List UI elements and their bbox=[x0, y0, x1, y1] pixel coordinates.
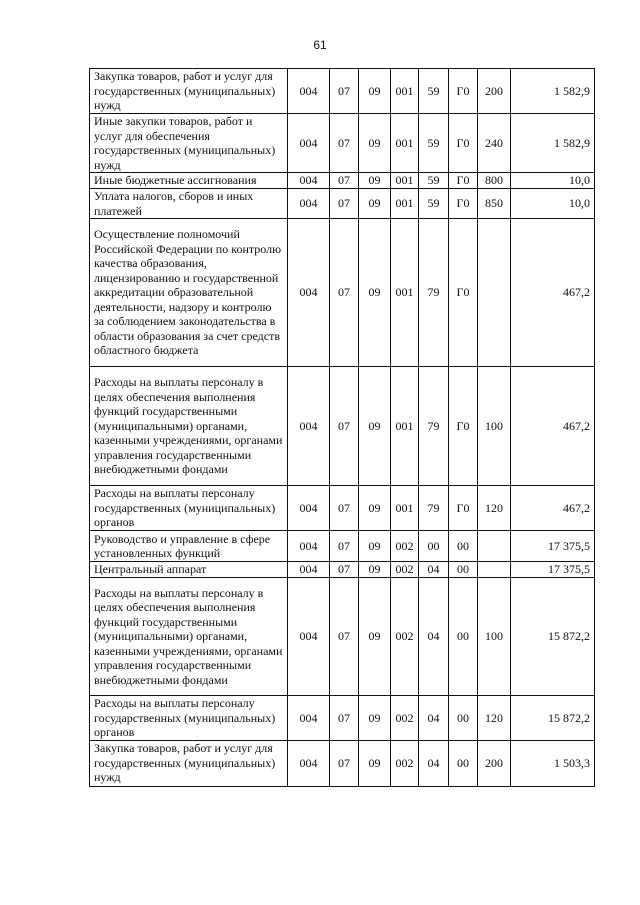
code-csr-3: 00 bbox=[449, 531, 478, 562]
code-csr-2: 59 bbox=[419, 114, 449, 173]
table-row bbox=[90, 367, 595, 486]
code-gr: 004 bbox=[288, 486, 330, 531]
code-vr: 100 bbox=[478, 578, 511, 696]
amount: 1 582,9 bbox=[511, 69, 595, 114]
code-rz: 07 bbox=[330, 562, 359, 578]
code-csr-3: Г0 bbox=[449, 114, 478, 173]
code-vr: 800 bbox=[478, 173, 511, 189]
code-rz: 07 bbox=[330, 486, 359, 531]
line-item-name: Центральный аппарат bbox=[90, 562, 288, 578]
code-csr-1: 001 bbox=[391, 486, 419, 531]
code-csr-1: 002 bbox=[391, 740, 419, 786]
budget-table bbox=[89, 68, 595, 787]
table-row bbox=[90, 173, 595, 189]
code-csr-1: 001 bbox=[391, 189, 419, 219]
code-csr-2: 79 bbox=[419, 486, 449, 531]
code-rz: 07 bbox=[330, 219, 359, 367]
table-row bbox=[90, 562, 595, 578]
code-rz: 07 bbox=[330, 189, 359, 219]
code-csr-2: 79 bbox=[419, 367, 449, 486]
code-csr-2: 59 bbox=[419, 69, 449, 114]
line-item-name: Иные закупки товаров, работ и услуг для обеспечения государственных (муниципальных) нужд bbox=[90, 114, 288, 173]
amount: 10,0 bbox=[511, 189, 595, 219]
code-csr-1: 001 bbox=[391, 114, 419, 173]
table-row bbox=[90, 69, 595, 114]
amount: 467,2 bbox=[511, 219, 595, 367]
code-vr: 240 bbox=[478, 114, 511, 173]
code-rz: 07 bbox=[330, 696, 359, 741]
code-gr: 004 bbox=[288, 696, 330, 741]
amount: 17 375,5 bbox=[511, 562, 595, 578]
code-gr: 004 bbox=[288, 189, 330, 219]
code-rz: 07 bbox=[330, 740, 359, 786]
code-vr bbox=[478, 219, 511, 367]
code-csr-1: 001 bbox=[391, 367, 419, 486]
line-item-name: Закупка товаров, работ и услуг для государственных (муниципальных) нужд bbox=[90, 69, 288, 114]
code-pr: 09 bbox=[359, 69, 391, 114]
code-rz: 07 bbox=[330, 114, 359, 173]
code-gr: 004 bbox=[288, 114, 330, 173]
code-csr-3: 00 bbox=[449, 740, 478, 786]
line-item-name: Расходы на выплаты персоналу государственных (муниципальных) органов bbox=[90, 696, 288, 741]
code-pr: 09 bbox=[359, 531, 391, 562]
amount: 467,2 bbox=[511, 486, 595, 531]
table-row bbox=[90, 740, 595, 786]
amount: 15 872,2 bbox=[511, 696, 595, 741]
code-csr-3: 00 bbox=[449, 696, 478, 741]
code-vr bbox=[478, 562, 511, 578]
code-csr-2: 59 bbox=[419, 173, 449, 189]
code-vr: 100 bbox=[478, 367, 511, 486]
code-vr: 120 bbox=[478, 696, 511, 741]
code-csr-3: Г0 bbox=[449, 486, 478, 531]
code-csr-1: 001 bbox=[391, 69, 419, 114]
line-item-name: Иные бюджетные ассигнования bbox=[90, 173, 288, 189]
table-row bbox=[90, 114, 595, 173]
code-csr-2: 79 bbox=[419, 219, 449, 367]
code-csr-2: 59 bbox=[419, 189, 449, 219]
code-csr-1: 002 bbox=[391, 578, 419, 696]
amount: 17 375,5 bbox=[511, 531, 595, 562]
code-rz: 07 bbox=[330, 578, 359, 696]
code-pr: 09 bbox=[359, 114, 391, 173]
code-csr-2: 00 bbox=[419, 531, 449, 562]
code-csr-2: 04 bbox=[419, 696, 449, 741]
code-pr: 09 bbox=[359, 740, 391, 786]
code-csr-3: Г0 bbox=[449, 69, 478, 114]
code-gr: 004 bbox=[288, 562, 330, 578]
table-row bbox=[90, 696, 595, 741]
code-csr-1: 002 bbox=[391, 562, 419, 578]
table-row bbox=[90, 531, 595, 562]
code-csr-3: 00 bbox=[449, 562, 478, 578]
table-body bbox=[90, 69, 595, 787]
code-vr: 120 bbox=[478, 486, 511, 531]
line-item-name: Уплата налогов, сборов и иных платежей bbox=[90, 189, 288, 219]
code-pr: 09 bbox=[359, 578, 391, 696]
code-rz: 07 bbox=[330, 531, 359, 562]
code-vr: 200 bbox=[478, 69, 511, 114]
code-gr: 004 bbox=[288, 578, 330, 696]
line-item-name: Расходы на выплаты персоналу государственных (муниципальных) органов bbox=[90, 486, 288, 531]
code-csr-2: 04 bbox=[419, 578, 449, 696]
code-pr: 09 bbox=[359, 189, 391, 219]
code-csr-2: 04 bbox=[419, 740, 449, 786]
code-gr: 004 bbox=[288, 219, 330, 367]
code-rz: 07 bbox=[330, 367, 359, 486]
code-gr: 004 bbox=[288, 69, 330, 114]
code-vr: 200 bbox=[478, 740, 511, 786]
code-csr-1: 001 bbox=[391, 173, 419, 189]
table-row bbox=[90, 578, 595, 696]
code-csr-1: 002 bbox=[391, 531, 419, 562]
amount: 10,0 bbox=[511, 173, 595, 189]
code-rz: 07 bbox=[330, 69, 359, 114]
table-row bbox=[90, 486, 595, 531]
line-item-name: Расходы на выплаты персоналу в целях обеспечения выполнения функций государственными (муниципальными) органами, казенными учреждениями, органами управления государственными внебюджетными фондами bbox=[90, 578, 288, 696]
line-item-name: Закупка товаров, работ и услуг для государственных (муниципальных) нужд bbox=[90, 740, 288, 786]
table-row bbox=[90, 189, 595, 219]
code-csr-3: Г0 bbox=[449, 173, 478, 189]
page-number: 61 bbox=[313, 38, 327, 52]
code-gr: 004 bbox=[288, 173, 330, 189]
line-item-name: Осуществление полномочий Российской Федерации по контролю качества образования, лицензированию и государственной аккредитации образовательной деятельности, надзору и контролю за соблюдением законодательства в области образования за счет средств областного бюджета bbox=[90, 219, 288, 367]
code-gr: 004 bbox=[288, 531, 330, 562]
code-vr: 850 bbox=[478, 189, 511, 219]
code-pr: 09 bbox=[359, 562, 391, 578]
code-pr: 09 bbox=[359, 367, 391, 486]
amount: 1 503,3 bbox=[511, 740, 595, 786]
code-rz: 07 bbox=[330, 173, 359, 189]
code-csr-1: 001 bbox=[391, 219, 419, 367]
table-row bbox=[90, 219, 595, 367]
code-csr-3: 00 bbox=[449, 578, 478, 696]
code-gr: 004 bbox=[288, 367, 330, 486]
code-csr-3: Г0 bbox=[449, 189, 478, 219]
line-item-name: Руководство и управление в сфере установленных функций bbox=[90, 531, 288, 562]
code-gr: 004 bbox=[288, 740, 330, 786]
code-pr: 09 bbox=[359, 219, 391, 367]
code-csr-1: 002 bbox=[391, 696, 419, 741]
line-item-name: Расходы на выплаты персоналу в целях обеспечения выполнения функций государственными (муниципальными) органами, казенными учреждениями, органами управления государственными внебюджетными фондами bbox=[90, 367, 288, 486]
code-pr: 09 bbox=[359, 486, 391, 531]
amount: 467,2 bbox=[511, 367, 595, 486]
code-csr-2: 04 bbox=[419, 562, 449, 578]
code-vr bbox=[478, 531, 511, 562]
code-csr-3: Г0 bbox=[449, 219, 478, 367]
amount: 15 872,2 bbox=[511, 578, 595, 696]
code-csr-3: Г0 bbox=[449, 367, 478, 486]
code-pr: 09 bbox=[359, 173, 391, 189]
amount: 1 582,9 bbox=[511, 114, 595, 173]
code-pr: 09 bbox=[359, 696, 391, 741]
